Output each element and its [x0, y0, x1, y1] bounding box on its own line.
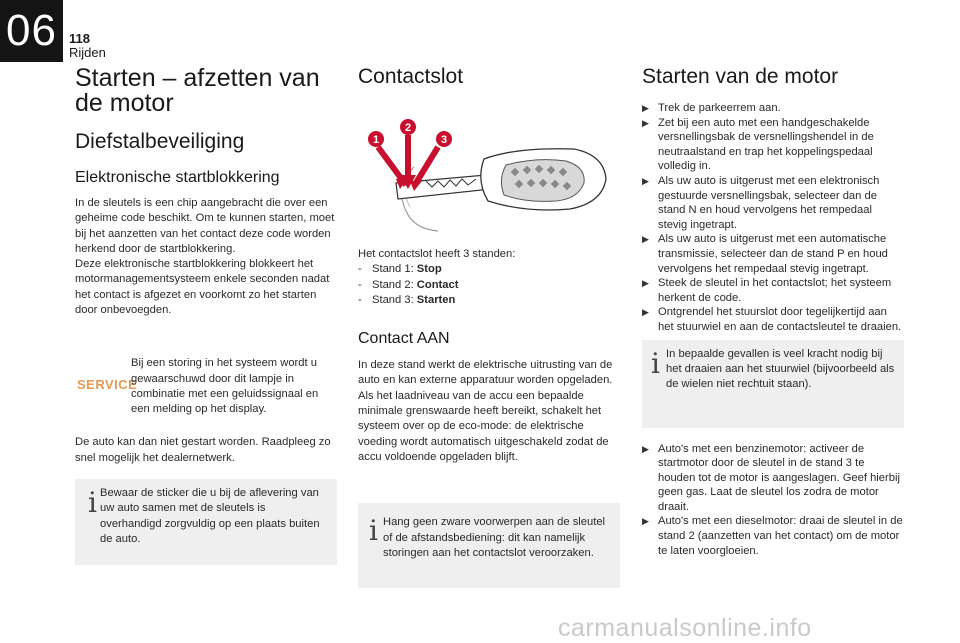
- list-item: ▶ Auto's met een dieselmotor: draai de sleutel in de stand 2 (aanzetten van het contact) om de motor te laten voorgloeien.: [642, 515, 903, 557]
- list-item: ▶ Ontgrendel het stuurslot door tegelijkertijd aan het stuurwiel en aan de contactsleutel te draaien.: [642, 306, 902, 333]
- info-box-steering: [642, 340, 904, 428]
- stands-intro: Het contactslot heeft 3 standen:: [358, 248, 516, 260]
- start-steps-list: [642, 101, 904, 335]
- list-item: - Stand 2: Contact: [358, 278, 459, 291]
- column-middle: [358, 62, 620, 588]
- list-item: ▶ Zet bij een auto met een handgeschakelde versnellingsbak de versnellingshendel in de neutraalstand en trap het koppelingspedaal volledig in.: [642, 116, 874, 173]
- arrow-bullet-icon: ▶: [642, 117, 649, 128]
- list-item: - Stand 1: Stop: [358, 263, 442, 276]
- arrow-bullet-icon: ▶: [642, 278, 649, 289]
- subsection-heading-contact-aan: Contact AAN: [358, 330, 450, 348]
- list-item: ▶ Als uw auto is uitgerust met een automatische transmissie, selecteer dan de stand P en houd vervolgens het rempedaal stevig ingetrapt.: [642, 233, 888, 275]
- arrow-position-3: [416, 147, 438, 183]
- column-left: [75, 62, 337, 565]
- arrow-bullet-icon: ▶: [642, 307, 649, 318]
- paragraph-blokkering: Deze elektronische startblokkering blokkeert het motormanagementsysteem enkele seconden nadat het contact is afgezet en voorkomt zo het starten door onbevoegden.: [75, 258, 330, 317]
- arrow-bullet-icon: ▶: [642, 516, 649, 527]
- service-warning-icon: SERVICE: [77, 377, 138, 393]
- stand-1-label: 1: [372, 134, 380, 146]
- start-steps-list-2: [642, 442, 904, 559]
- info-box-key-weight: [358, 503, 620, 588]
- list-item: ▶ Trek de parkeerrem aan.: [642, 102, 781, 114]
- paragraph-chip: In de sleutels is een chip aangebracht die over een geheime code beschikt. Om te kunnen starten, moet bij het aanzetten van het contact deze code worden herkend door de startblokkering.: [75, 197, 335, 255]
- page-title: Starten – afzetten van de motor: [75, 64, 320, 117]
- section-name: Rijden: [69, 45, 106, 60]
- stand-2-label: 2: [404, 122, 412, 134]
- info-text-steering: In bepaalde gevallen is veel kracht nodig bij het draaien aan het stuurwiel (bijvoorbeeld als de wielen niet rechtuit staan).: [666, 347, 895, 391]
- subsection-heading-startblokkering: Elektronische startblokkering: [75, 169, 280, 186]
- chapter-number: 06: [0, 0, 63, 62]
- ignition-figure: [366, 105, 616, 235]
- info-icon: i: [369, 514, 378, 548]
- stand-3-label: 3: [440, 134, 448, 146]
- arrow-bullet-icon: ▶: [642, 103, 649, 113]
- paragraph-dealer: De auto kan dan niet gestart worden. Raadpleeg zo snel mogelijk het dealernetwerk.: [75, 436, 331, 464]
- paragraph-contact-aan: In deze stand werkt de elektrische uitrusting van de auto en kan externe apparatuur worden opgeladen. Als het laadniveau van de accu een bepaalde minimale grenswaarde heeft bereikt, schakelt het systeem over op de eco-mode: de elektrische voeding wordt automatisch uitgeschakeld zodat de accu voldoende opgeladen blijft.: [358, 359, 613, 463]
- arrow-bullet-icon: ▶: [642, 175, 649, 186]
- info-icon: i: [88, 485, 97, 519]
- column-right: [642, 62, 904, 558]
- list-item: ▶ Als uw auto is uitgerust met een elektronisch gestuurde versnellingsbak, selecteer dan de stand N en houd vervolgens het rempedaal stevig ingetrapt.: [642, 174, 880, 231]
- list-item: ▶ Auto's met een benzinemotor: activeer de startmotor door de sleutel in de stand 3 te houden tot de motor is aangeslagen. Geef hierbij geen gas. Laat de sleutel los zodra de motor draait.: [642, 442, 900, 513]
- info-text-sticker: Bewaar de sticker die u bij de aflevering van uw auto samen met de sleutels is overhandigd zorgvuldig op een plaats buiten de auto.: [100, 486, 320, 545]
- info-box-sticker: [75, 479, 337, 565]
- info-icon: i: [651, 346, 660, 380]
- page-number: 118: [69, 31, 90, 46]
- section-heading-contactslot: Contactslot: [358, 65, 464, 88]
- watermark: carmanualsonline.info: [558, 614, 812, 642]
- stands-list: [358, 262, 620, 308]
- list-item: - Stand 3: Starten: [358, 293, 456, 306]
- arrow-bullet-icon: ▶: [642, 443, 649, 454]
- service-warning-text: Bij een storing in het systeem wordt u gewaarschuwd door dit lampje in combinatie met een geluidssignaal en een melding op het display.: [131, 357, 319, 416]
- info-text-key-weight: Hang geen zware voorwerpen aan de sleutel of de afstandsbediening: dit kan namelijk storingen aan het contactslot veroorzaken.: [383, 516, 606, 559]
- service-warning-block: [75, 356, 337, 416]
- section-heading-diefstal: Diefstalbeveiliging: [75, 130, 245, 153]
- arrow-bullet-icon: ▶: [642, 234, 649, 245]
- list-item: ▶ Steek de sleutel in het contactslot; het systeem herkent de code.: [642, 277, 892, 304]
- ignition-key-illustration: [366, 105, 616, 235]
- section-heading-starten: Starten van de motor: [642, 65, 839, 88]
